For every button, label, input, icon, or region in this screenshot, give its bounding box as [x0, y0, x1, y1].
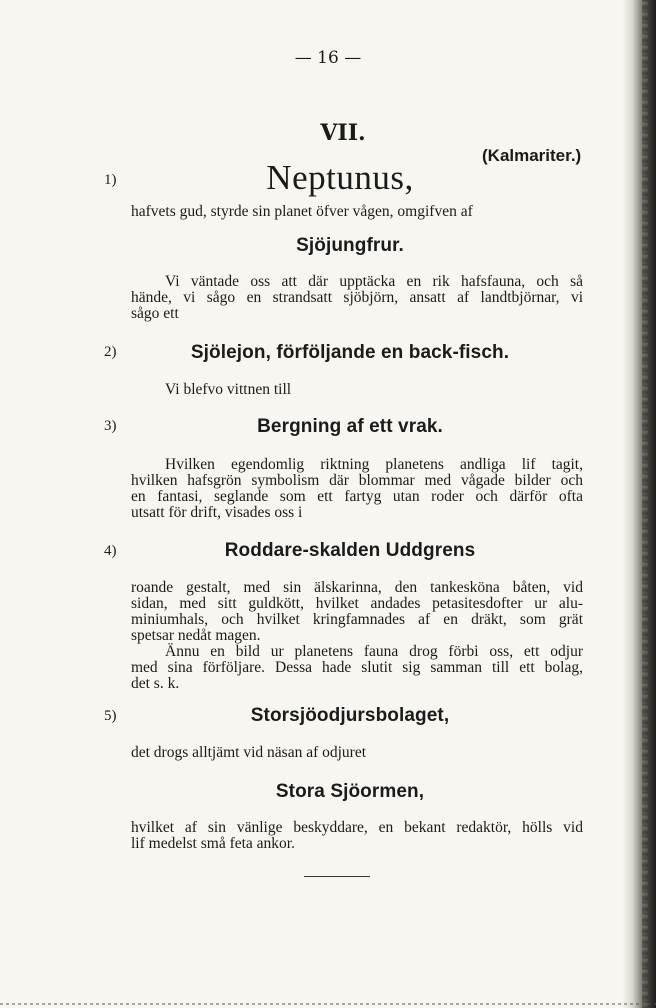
- paragraph-2: [131, 382, 583, 398]
- item-number-3: 3): [104, 418, 117, 434]
- page-edge-shadow: [622, 0, 656, 1008]
- chapter-number: VII.: [320, 120, 366, 146]
- text-line: hafvets gud, styrde sin planet öfver vågen, omgifven af: [131, 203, 473, 220]
- item-number-5: 5): [104, 708, 117, 724]
- scan-bottom-edge: [0, 1003, 656, 1005]
- text-line: lif medelst små feta ankor.: [131, 835, 295, 852]
- chapter-subtitle: (Kalmariter.): [482, 146, 582, 165]
- item-number-4: 4): [104, 543, 117, 559]
- page-number: — 16 —: [294, 48, 362, 68]
- text-line: en fantasi, seglande som ett fartyg utan roder och därför ofta: [131, 488, 583, 505]
- text-line: hvilket af sin vänlige beskyddare, en bekant redaktör, hölls vid: [131, 819, 583, 836]
- heading-sjolejon: Sjölejon, förföljande en back-fisch.: [190, 342, 510, 363]
- end-rule: [304, 876, 370, 877]
- paragraph-1: [131, 274, 583, 322]
- text-line: det drogs alltjämt vid näsan af odjuret: [131, 744, 367, 761]
- heading-roddare-skalden: Roddare-skalden Uddgrens: [224, 540, 476, 561]
- heading-sjojungfrur: Sjöjungfrur.: [296, 235, 404, 256]
- paragraph-1-pre: [131, 204, 583, 220]
- text-line: utsatt för drift, visades oss i: [131, 504, 303, 521]
- text-line: det s. k.: [131, 675, 180, 692]
- text-line: med sina förföljare. Dessa hade slutit sig samman till ett bolag,: [131, 659, 583, 676]
- text-line: Ännu en bild ur planetens fauna drog förbi oss, ett odjur: [165, 643, 583, 660]
- text-line: miniumhals, och hvilket kringfamnades af en dräkt, som grät: [131, 611, 583, 628]
- page-edge-texture: [642, 0, 648, 1008]
- chapter-title: Neptunus,: [266, 158, 414, 197]
- text-line: spetsar nedåt magen.: [131, 627, 261, 644]
- text-line: roande gestalt, med sin älskarinna, den tankesköna båten, vid: [131, 579, 583, 596]
- heading-storsjoodjursbolaget: Storsjöodjursbolaget,: [250, 705, 450, 726]
- text-line: hände, vi sågo en strandsatt sjöbjörn, ansatt af landtbjörnar, vi: [131, 289, 583, 306]
- text-line: Hvilken egendomlig riktning planetens andliga lif tagit,: [165, 456, 583, 473]
- heading-bergning: Bergning af ett vrak.: [257, 416, 443, 437]
- text-line: Vi blefvo vittnen till: [165, 381, 292, 398]
- paragraph-3: [131, 457, 583, 521]
- text-line: sågo ett: [131, 305, 179, 322]
- item-number-1: 1): [104, 172, 117, 188]
- item-number-2: 2): [104, 344, 117, 360]
- paragraph-4: [131, 580, 583, 692]
- paragraph-6: [131, 820, 583, 852]
- paragraph-5: [131, 745, 583, 761]
- text-line: sidan, med sitt guldkött, hvilket andades petasitesdofter ur alu-: [131, 595, 583, 612]
- heading-stora-sjoormen: Stora Sjöormen,: [275, 781, 425, 802]
- text-line: hvilken hafsgrön symbolism där blommar med vågade bilder och: [131, 472, 583, 489]
- text-line: Vi väntade oss att där upptäcka en rik hafsfauna, och så: [165, 273, 583, 290]
